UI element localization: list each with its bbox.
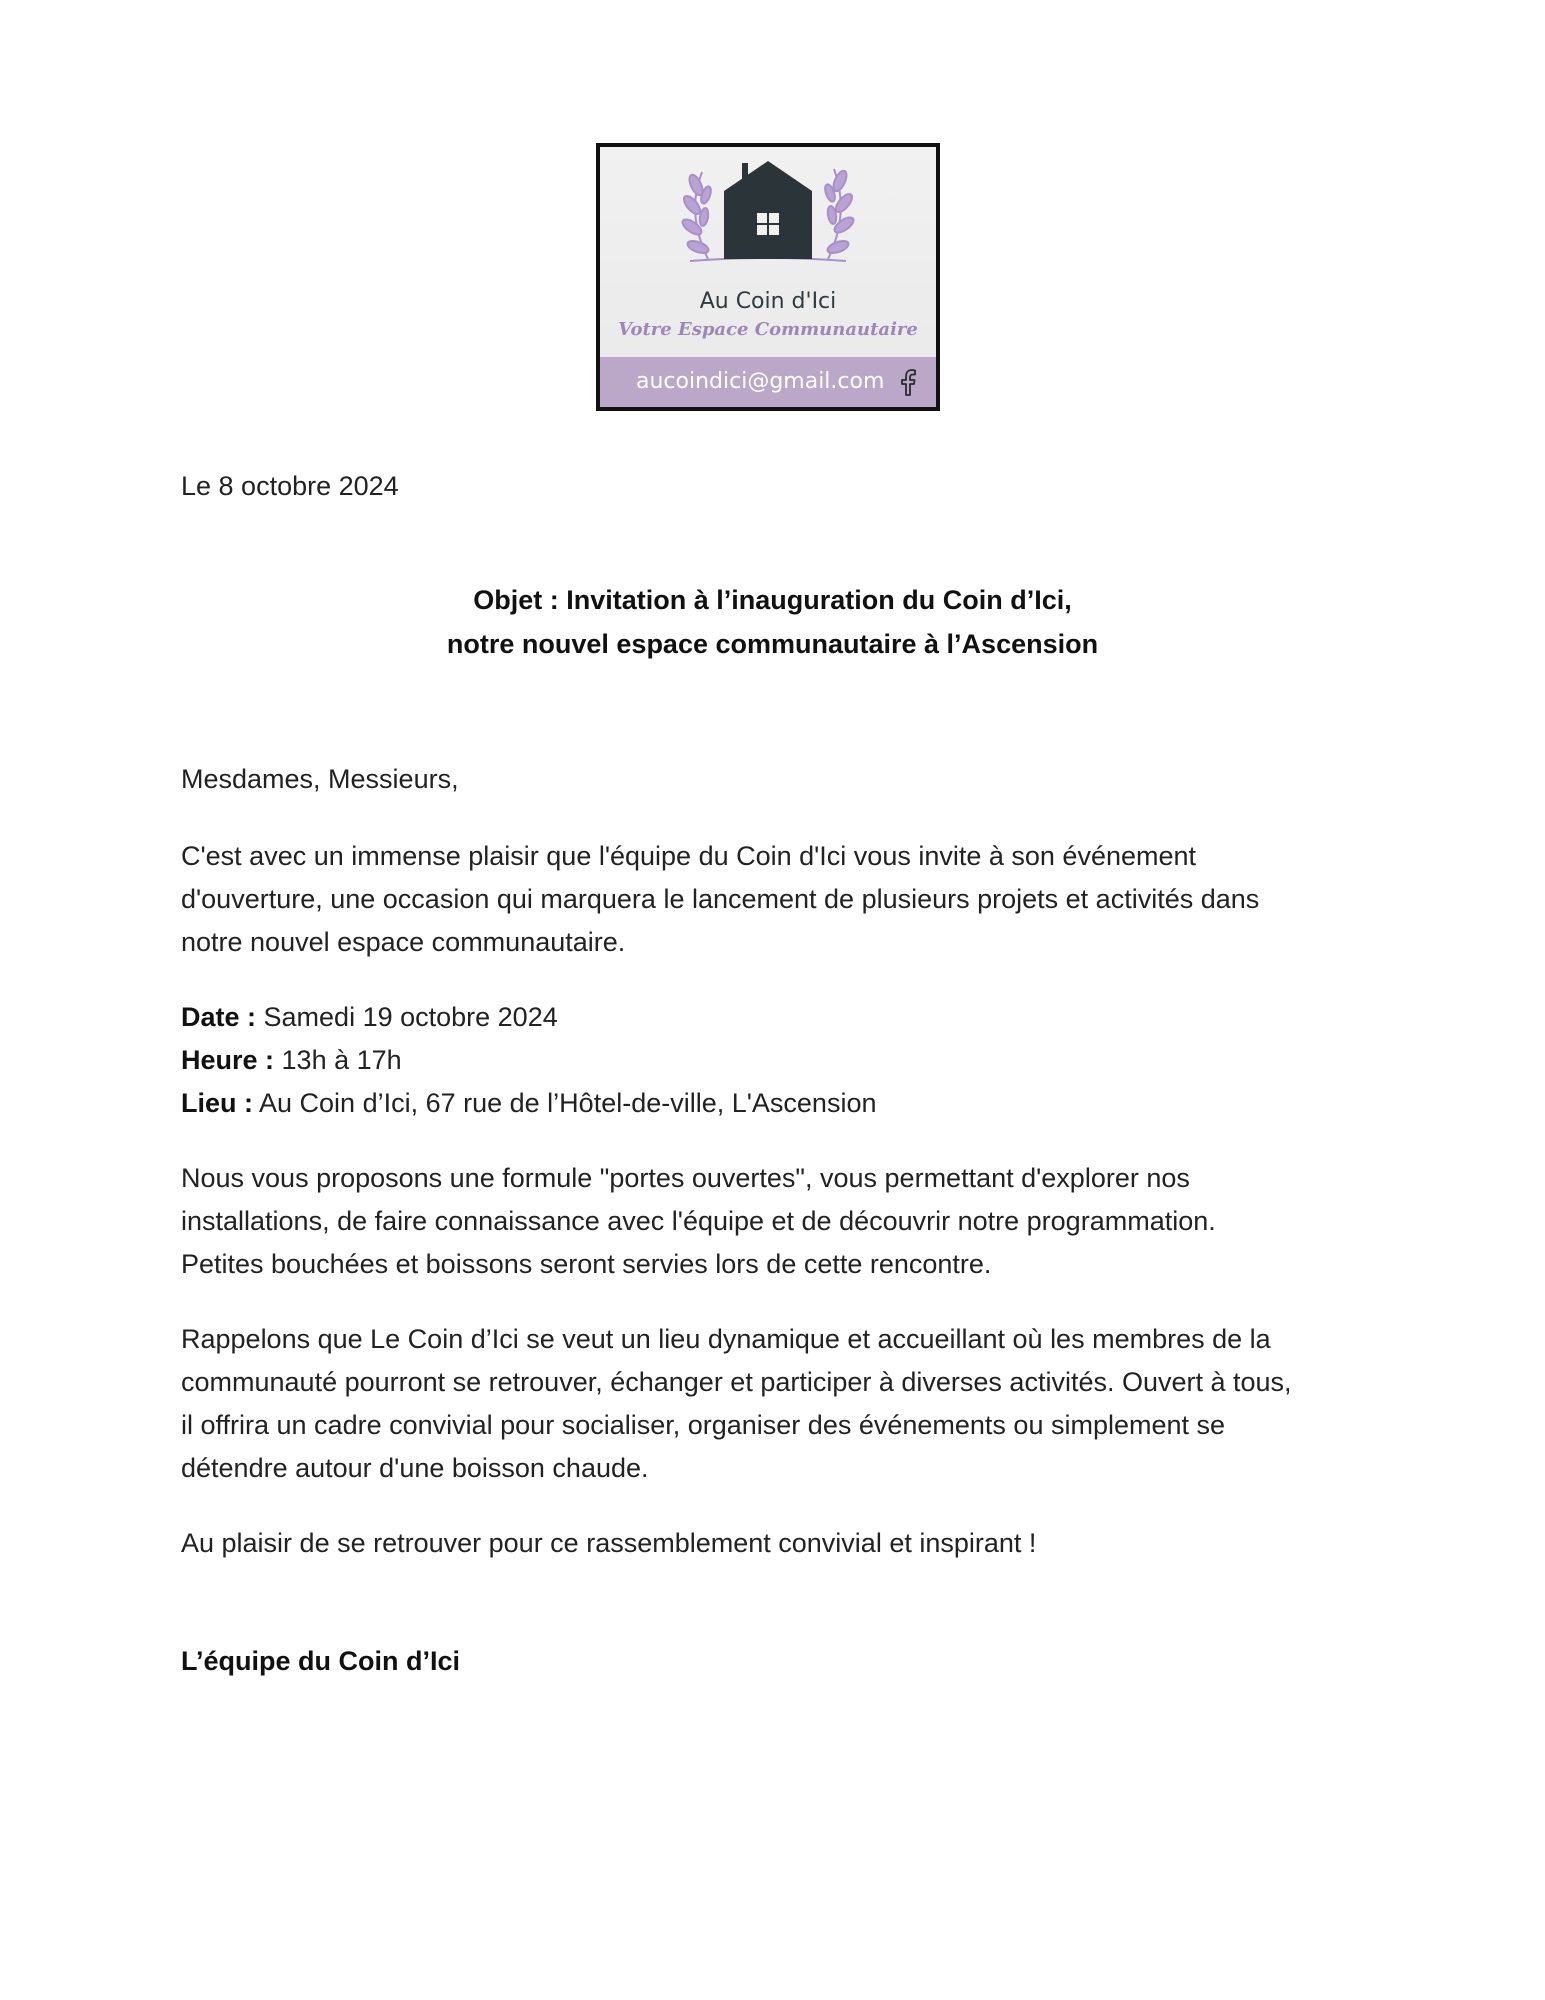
logo-contact-band [600, 357, 936, 407]
house-leaves-icon [600, 147, 936, 347]
paragraph-line: détendre autour d'une boisson chaude. [181, 1453, 649, 1483]
letter-subject [0, 578, 1545, 666]
event-date-value: Samedi 19 octobre 2024 [256, 1002, 558, 1032]
paragraph-line: Rappelons que Le Coin d’Ici se veut un lieu dynamique et accueillant où les membres de la [181, 1324, 1271, 1354]
event-time-value: 13h à 17h [274, 1045, 402, 1075]
event-date-row [181, 996, 1381, 1039]
logo-email: aucoindici@gmail.com [636, 369, 885, 394]
event-details [181, 996, 1381, 1125]
event-place-label: Lieu : [181, 1088, 253, 1118]
intro-paragraph [181, 835, 1381, 964]
open-house-paragraph [181, 1157, 1381, 1286]
paragraph-line: Nous vous proposons une formule "portes ouvertes", vous permettant d'explorer nos [181, 1163, 1190, 1193]
event-date-label: Date : [181, 1002, 257, 1032]
paragraph-line: Petites bouchées et boissons seront servies lors de cette rencontre. [181, 1249, 992, 1279]
logo [596, 143, 940, 411]
paragraph-line: d'ouverture, une occasion qui marquera le lancement de plusieurs projets et activités dans [181, 884, 1260, 914]
salutation: Mesdames, Messieurs, [181, 764, 459, 794]
subject-line-2: notre nouvel espace communautaire à l’Ascension [446, 629, 1099, 659]
event-time-row [181, 1039, 1381, 1082]
logo-name: Au Coin d'Ici [699, 289, 837, 314]
event-place-value: Au Coin d’Ici, 67 rue de l’Hôtel-de-ville, L'Ascension [253, 1088, 877, 1118]
subject-line-1: Objet : Invitation à l’inauguration du Coin d’Ici, [473, 585, 1072, 615]
paragraph-line: il offrira un cadre convivial pour socialiser, organiser des événements ou simplement se [181, 1410, 1226, 1440]
closing-line: Au plaisir de se retrouver pour ce rassemblement convivial et inspirant ! [181, 1528, 1037, 1558]
paragraph-line: C'est avec un immense plaisir que l'équipe du Coin d'Ici vous invite à son événement [181, 841, 1197, 871]
letter-date: Le 8 octobre 2024 [181, 471, 399, 501]
paragraph-line: installations, de faire connaissance avec l'équipe et de découvrir notre programmation. [181, 1206, 1216, 1236]
event-place-row [181, 1082, 1381, 1125]
paragraph-line: communauté pourront se retrouver, échanger et participer à diverses activités. Ouvert à tous, [181, 1367, 1292, 1397]
logo-tagline: Votre Espace Communautaire [618, 319, 918, 340]
signature: L’équipe du Coin d’Ici [181, 1646, 461, 1676]
facebook-icon [896, 367, 922, 397]
paragraph-line: notre nouvel espace communautaire. [181, 927, 626, 957]
event-time-label: Heure : [181, 1045, 275, 1075]
mission-paragraph [181, 1318, 1381, 1490]
